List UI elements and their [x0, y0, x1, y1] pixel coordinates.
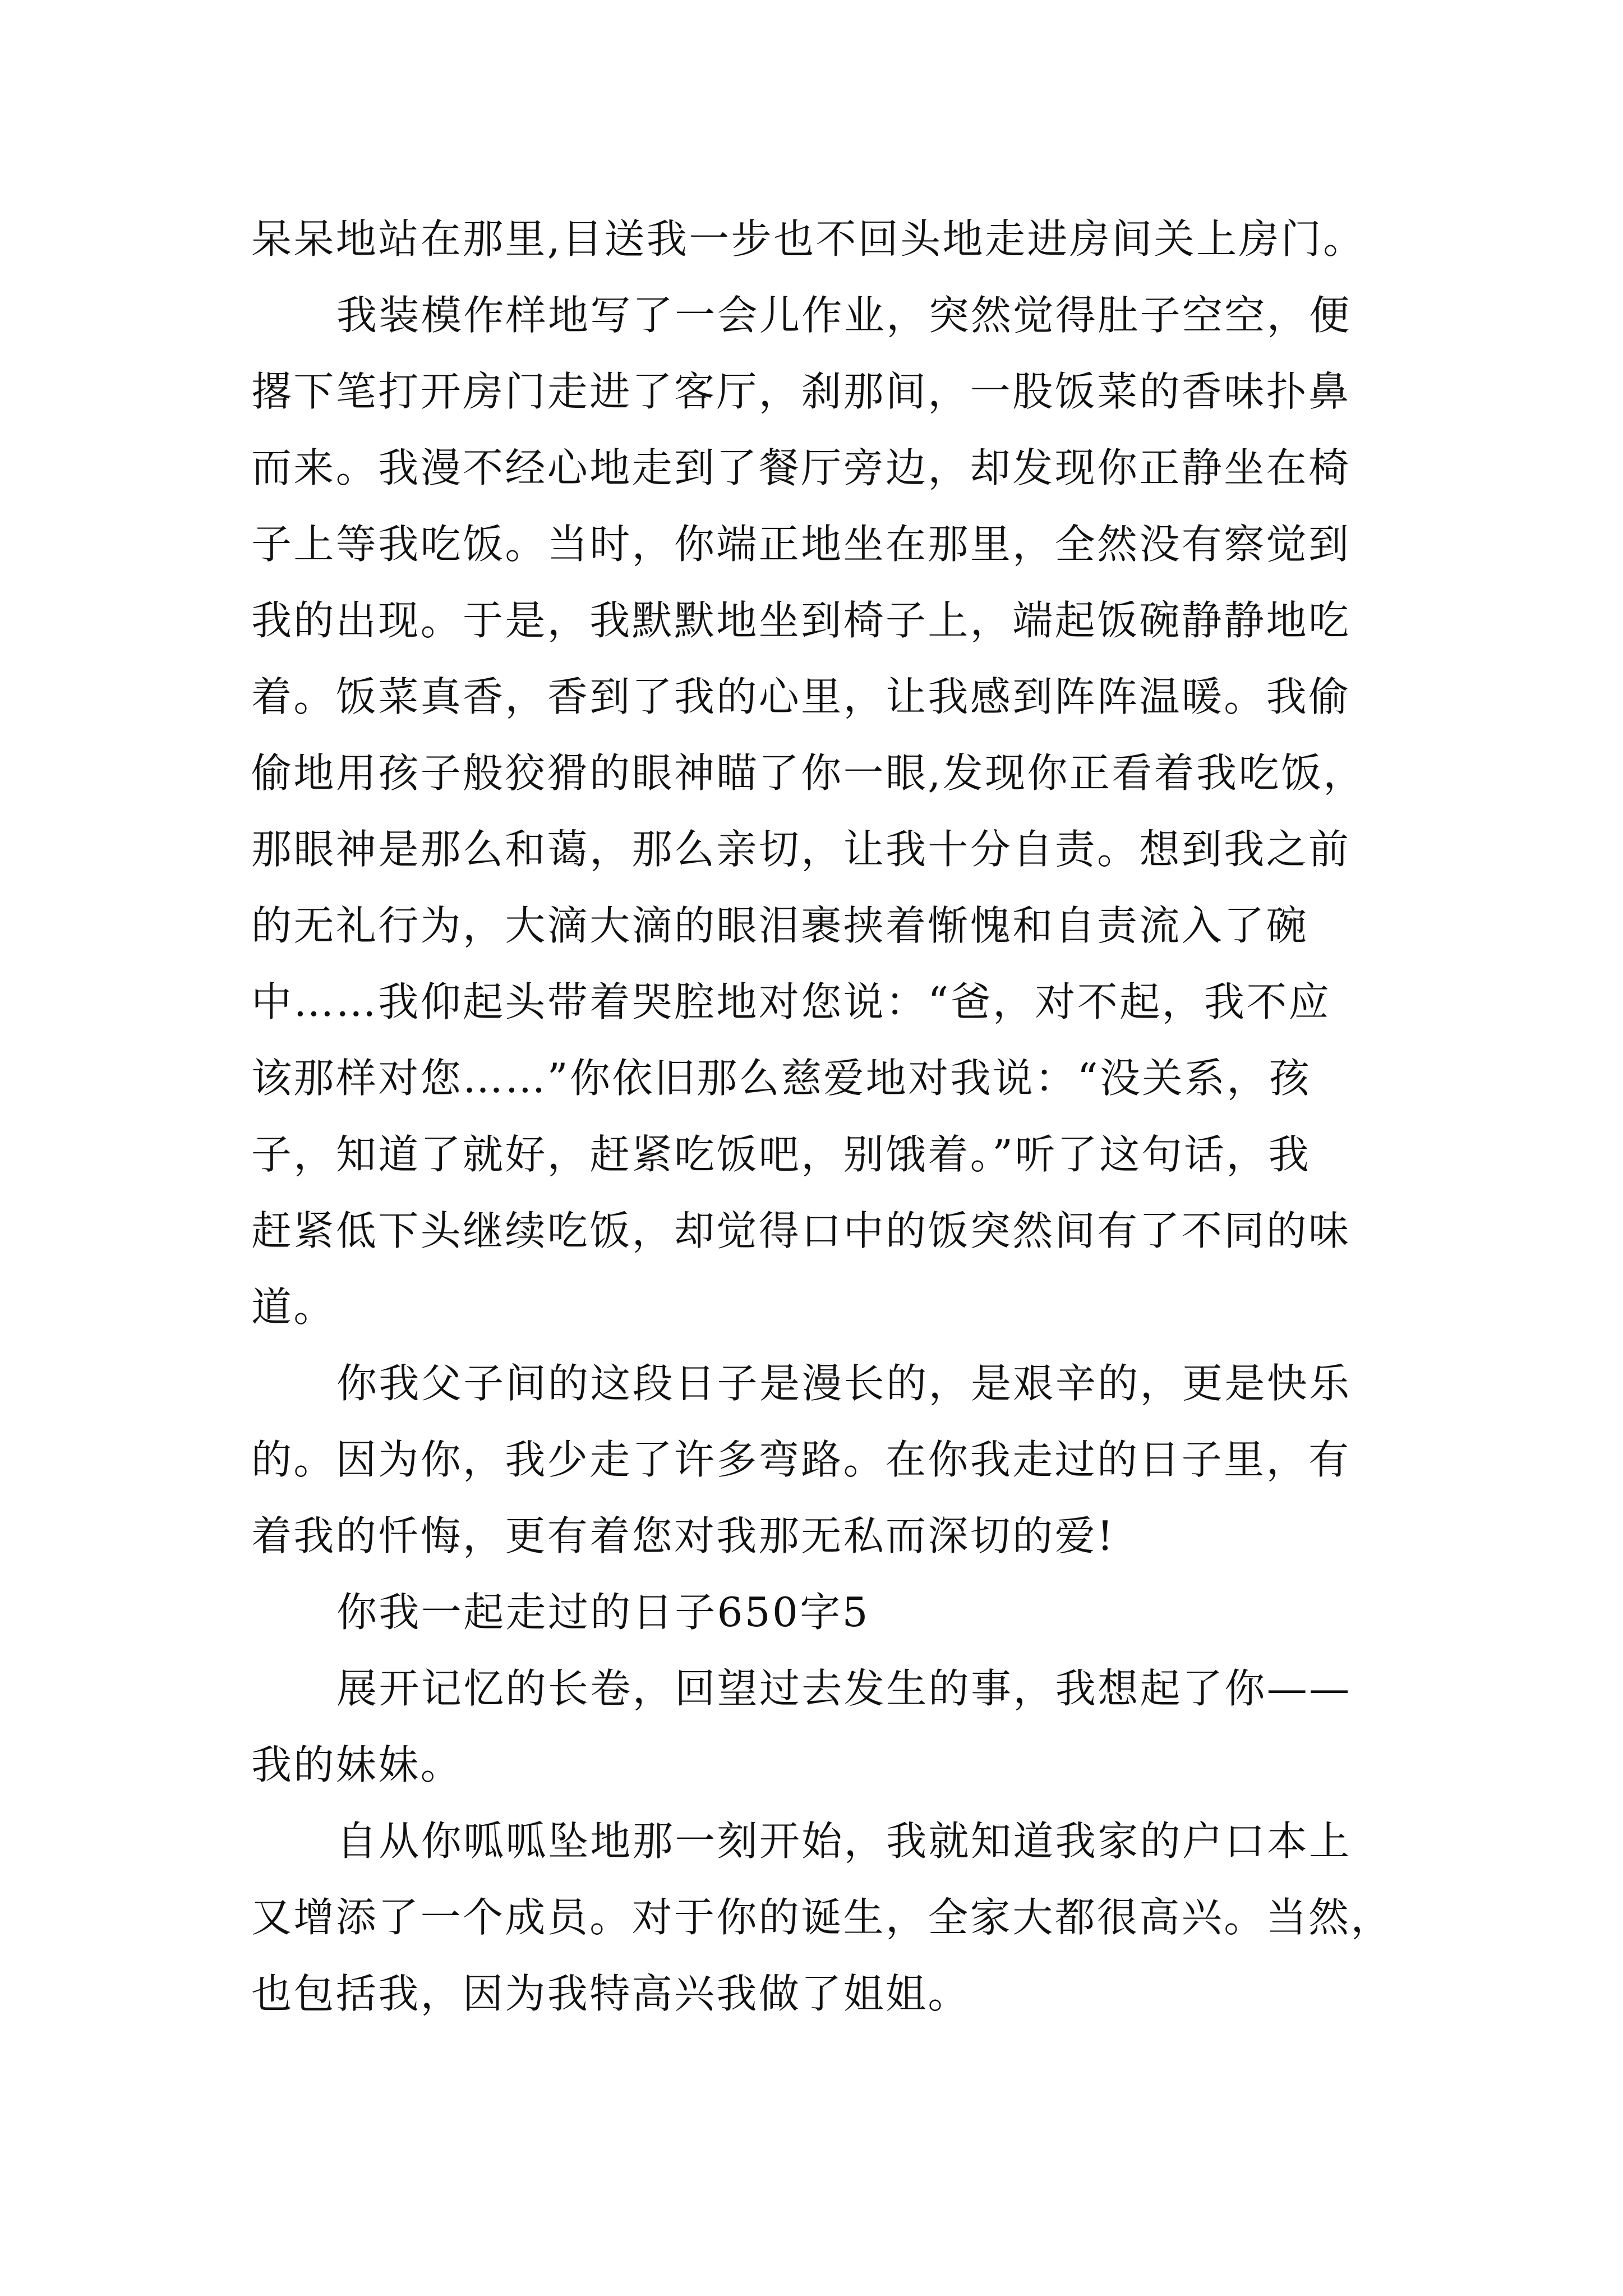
- text-line: 而来。我漫不经心地走到了餐厅旁边，却发现你正静坐在椅: [251, 444, 1351, 491]
- text-line: 也包括我，因为我特高兴我做了姐姐。: [251, 1970, 970, 2017]
- text-line: 着我的忏悔，更有着您对我那无私而深切的爱!: [251, 1512, 1115, 1559]
- text-line: 子，知道了就好，赶紧吃饭吧，别饿着。”听了这句话，我: [251, 1131, 1311, 1178]
- text-line: 道。: [251, 1283, 336, 1331]
- text-line: 呆呆地站在那里,目送我一步也不回头地走进房间关上房门。: [251, 215, 1366, 263]
- text-line: 着。饭菜真香，香到了我的心里，让我感到阵阵温暖。我偷: [251, 673, 1351, 720]
- section-heading: 你我一起走过的日子650字5: [336, 1589, 870, 1636]
- text-line: 的。因为你，我少走了许多弯路。在你我走过的日子里，有: [251, 1436, 1351, 1483]
- text-line: 那眼神是那么和蔼，那么亲切，让我十分自责。想到我之前: [251, 826, 1351, 873]
- text-line: 偷地用孩子般狡猾的眼神瞄了你一眼,发现你正看着我吃饭，: [251, 749, 1366, 797]
- paragraph-start-line: 你我父子间的这段日子是漫长的，是艰辛的，更是快乐: [336, 1360, 1352, 1407]
- text-line: 又增添了一个成员。对于你的诞生，全家大都很高兴。当然，: [251, 1894, 1393, 1941]
- text-line: 我的出现。于是，我默默地坐到椅子上，端起饭碗静静地吃: [251, 597, 1351, 644]
- text-line: 子上等我吃饭。当时，你端正地坐在那里，全然没有察觉到: [251, 521, 1351, 568]
- text-line: 的无礼行为，大滴大滴的眼泪裹挟着惭愧和自责流入了碗: [251, 902, 1309, 949]
- text-line: 赶紧低下头继续吃饭，却觉得口中的饭突然间有了不同的味: [251, 1207, 1351, 1254]
- text-line: 我的妹妹。: [251, 1741, 463, 1788]
- paragraph-start-line: 我装模作样地写了一会儿作业，突然觉得肚子空空，便: [336, 292, 1352, 339]
- paragraph-start-line: 自从你呱呱坠地那一刻开始，我就知道我家的户口本上: [336, 1818, 1352, 1865]
- paragraph-start-line: 展开记忆的长卷，回望过去发生的事，我想起了你——: [336, 1665, 1352, 1712]
- text-line: 撂下笔打开房门走进了客厅，刹那间，一股饭菜的香味扑鼻: [251, 368, 1351, 415]
- text-line: 中……我仰起头带着哭腔地对您说：“爸，对不起，我不应: [251, 978, 1331, 1025]
- text-line: 该那样对您……”你依旧那么慈爱地对我说：“没关系，孩: [251, 1055, 1312, 1102]
